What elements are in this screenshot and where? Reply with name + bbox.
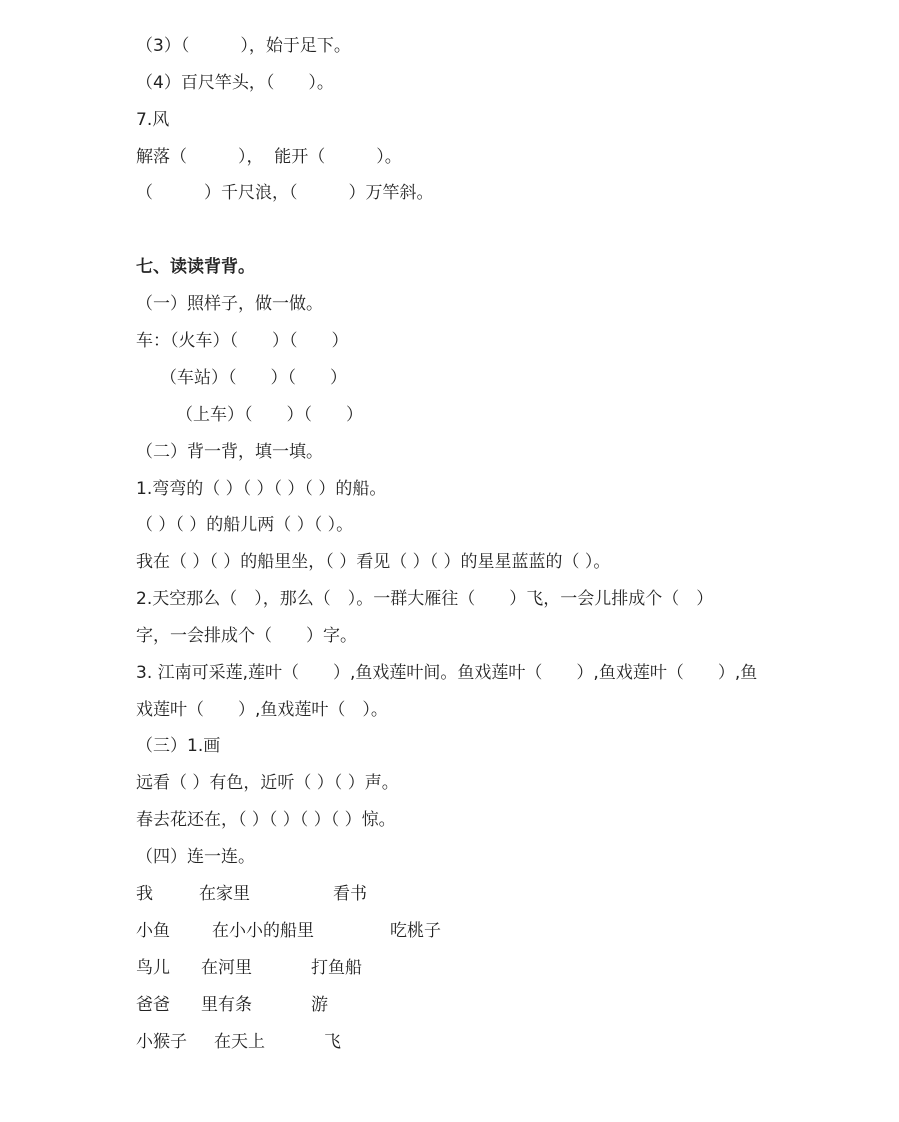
subsection-title: （四）连一连。 — [136, 847, 255, 867]
match-place: 在小小的船里 — [212, 921, 314, 941]
match-subject: 爸爸 — [136, 995, 170, 1015]
fill-line: 字，一会排成个（ ）字。 — [136, 626, 357, 646]
fill-line: （ ）（ ）的船儿两（ ）（ ）。 — [136, 515, 354, 535]
fill-line: 3. 江南可采莲,莲叶（ ）,鱼戏莲叶间。鱼戏莲叶（ ）,鱼戏莲叶（ ）,鱼 — [136, 663, 758, 683]
text-line: 解落（ ）， 能开（ ）。 — [136, 147, 402, 167]
match-action: 打鱼船 — [311, 958, 362, 978]
match-place: 里有条 — [201, 995, 252, 1015]
fill-line: 我在（ ）（ ）的船里坐，（ ）看见（ ）（ ）的星星蓝蓝的（ ）。 — [136, 552, 611, 572]
match-row — [136, 920, 736, 942]
match-place: 在河里 — [201, 958, 252, 978]
match-row — [136, 1031, 736, 1053]
match-place: 在天上 — [214, 1032, 265, 1052]
match-subject: 小猴子 — [136, 1032, 187, 1052]
example-line: （上车）（ ）（ ） — [176, 405, 363, 425]
match-row — [136, 957, 736, 979]
match-action: 飞 — [324, 1032, 341, 1052]
example-line: （车站）（ ）（ ） — [160, 368, 347, 388]
fill-line: 1.弯弯的（ ）（ ）（ ）（ ）的船。 — [136, 479, 387, 499]
match-subject: 我 — [136, 884, 153, 904]
text-line: 7.风 — [136, 110, 170, 130]
match-action: 吃桃子 — [390, 921, 441, 941]
text-line: （3）（ ），始于足下。 — [136, 36, 351, 56]
subsection-title: （三）1.画 — [136, 736, 221, 756]
fill-line: 春去花还在，（ ）（ ）（ ）（ ）惊。 — [136, 810, 396, 830]
match-subject: 鸟儿 — [136, 958, 170, 978]
match-action: 游 — [311, 995, 328, 1015]
example-line: 车：（火车）（ ）（ ） — [136, 331, 349, 351]
section-title: 七、读读背背。 — [136, 257, 255, 277]
fill-line: 戏莲叶（ ）,鱼戏莲叶（ ）。 — [136, 700, 388, 720]
match-row — [136, 994, 736, 1016]
text-line: （ ）千尺浪，（ ）万竿斜。 — [136, 183, 434, 203]
match-action: 看书 — [333, 884, 367, 904]
match-row — [136, 883, 736, 905]
fill-line: 远看（ ）有色，近听（ ）（ ）声。 — [136, 773, 399, 793]
subsection-title: （一）照样子，做一做。 — [136, 294, 323, 314]
subsection-title: （二）背一背，填一填。 — [136, 442, 323, 462]
match-place: 在家里 — [199, 884, 250, 904]
text-line: （4）百尺竿头，（ ）。 — [136, 73, 334, 93]
match-subject: 小鱼 — [136, 921, 170, 941]
fill-line: 2.天空那么（ ），那么（ ）。一群大雁往（ ）飞，一会儿排成个（ ） — [136, 589, 714, 609]
